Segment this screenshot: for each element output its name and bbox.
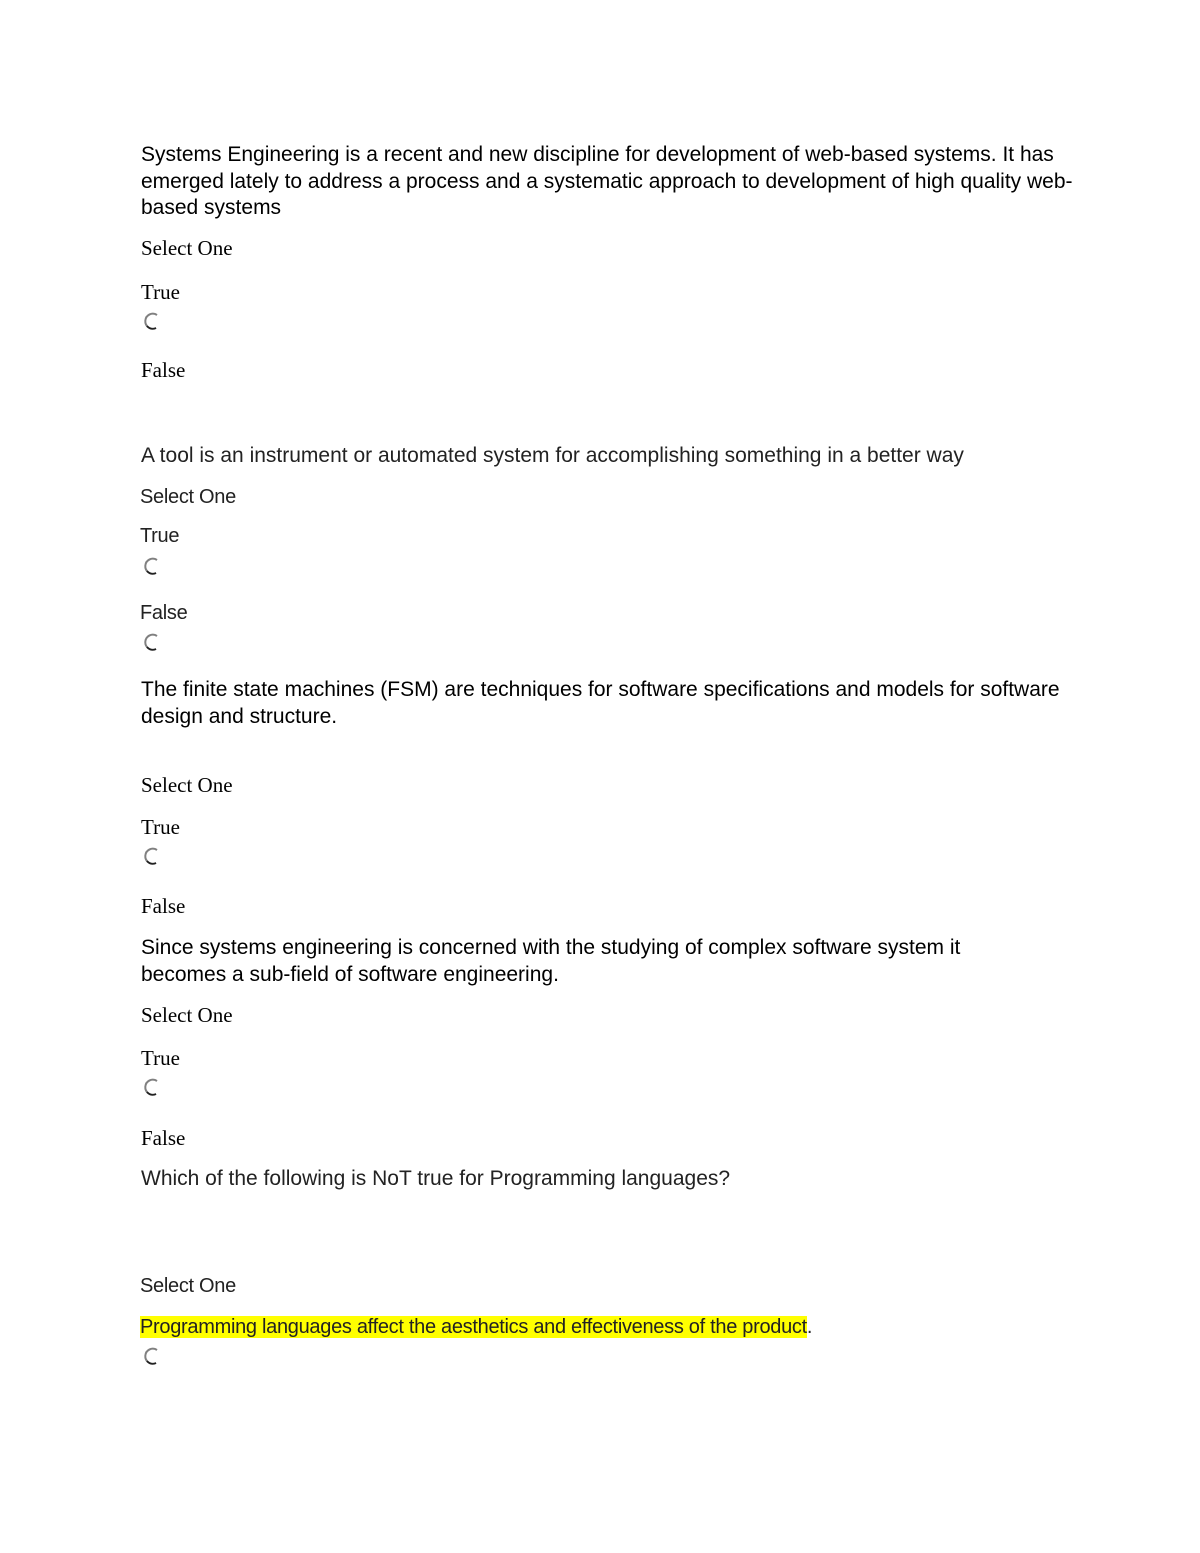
question-1-radio-true[interactable] — [142, 311, 162, 331]
question-1-text: Systems Engineering is a recent and new discipline for development of web-based systems. It has emerged lately to address a process and a systematic approach to development of high quality web-based systems — [141, 143, 1073, 219]
radio-icon — [142, 311, 162, 331]
radio-icon — [142, 556, 162, 576]
question-2-option-false: False — [140, 602, 188, 624]
question-5-option-1 — [140, 1314, 812, 1340]
question-3-radio-true[interactable] — [142, 846, 162, 866]
question-3-option-false: False — [141, 894, 186, 918]
question-4-radio-true[interactable] — [142, 1077, 162, 1097]
question-1-select-label: Select One — [141, 236, 233, 260]
question-1-option-false: False — [141, 358, 186, 382]
question-2-select-label: Select One — [140, 486, 236, 508]
question-4-text: Since systems engineering is concerned with the studying of complex software system it becomes a sub-field of software engineering. — [141, 936, 961, 986]
radio-icon — [142, 1077, 162, 1097]
question-3-text: The finite state machines (FSM) are techniques for software specifications and models for software design and structure. — [141, 678, 1060, 728]
question-5-text: Which of the following is NoT true for Programming languages? — [141, 1167, 731, 1190]
radio-icon — [142, 632, 162, 652]
question-5-radio-option-1[interactable] — [142, 1346, 162, 1366]
question-3-option-true: True — [141, 815, 180, 839]
question-4-select-label: Select One — [141, 1003, 233, 1027]
question-2-text: A tool is an instrument or automated system for accomplishing something in a better way — [141, 444, 964, 467]
question-4-option-false: False — [141, 1126, 186, 1150]
question-2-radio-false[interactable] — [142, 632, 162, 652]
option-suffix: . — [806, 1316, 813, 1338]
question-2-option-true: True — [140, 525, 180, 547]
radio-icon — [142, 1346, 162, 1366]
radio-icon — [142, 846, 162, 866]
question-5-select-label: Select One — [140, 1275, 236, 1297]
question-2-radio-true[interactable] — [142, 556, 162, 576]
question-4-option-true: True — [141, 1046, 180, 1070]
question-3-select-label: Select One — [141, 773, 233, 797]
question-1-option-true: True — [141, 280, 180, 304]
highlighted-option-text: Programming languages affect the aesthetics and effectiveness of the product — [140, 1316, 807, 1338]
